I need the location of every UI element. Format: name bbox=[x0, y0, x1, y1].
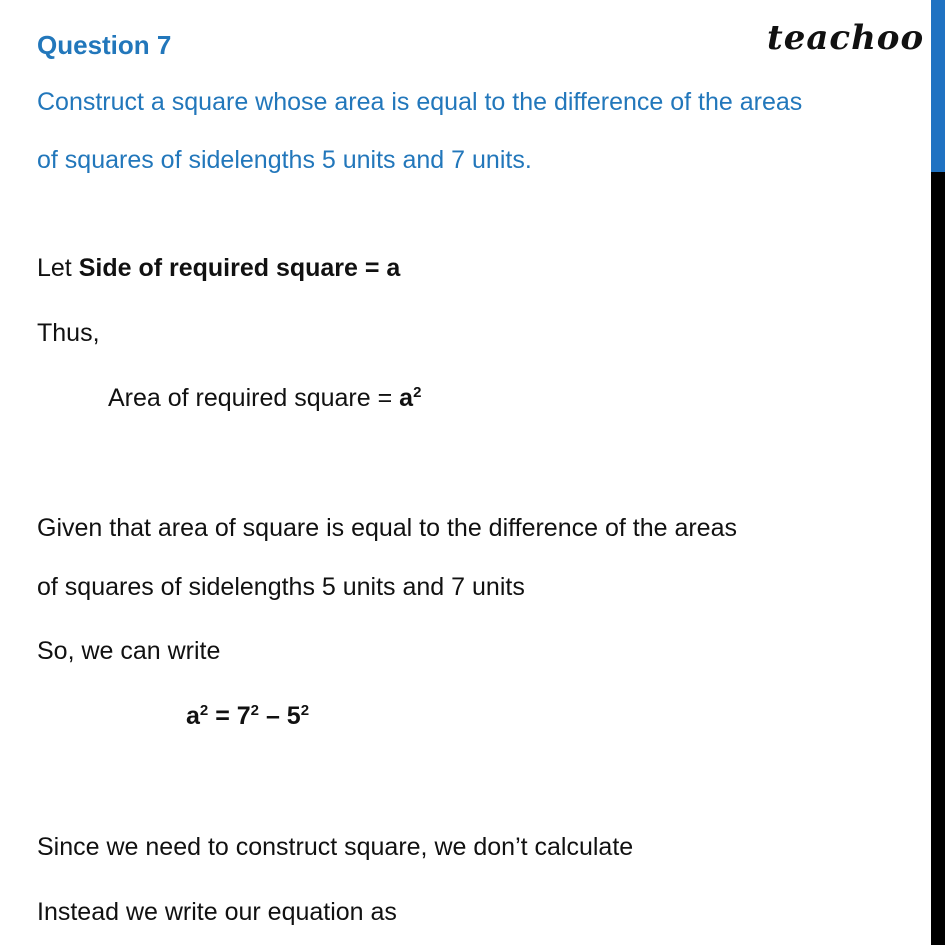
let-prefix: Let bbox=[37, 254, 79, 282]
eq-term1-exp: 2 bbox=[250, 702, 259, 719]
side-bar-accent bbox=[931, 0, 945, 172]
given-line-1: Given that area of square is equal to the difference of the areas bbox=[37, 514, 737, 542]
eq-term2-exp: 2 bbox=[300, 702, 310, 719]
equation bbox=[186, 702, 309, 731]
area-statement bbox=[108, 384, 421, 413]
eq-minus: – bbox=[259, 702, 287, 730]
eq-term1: 7 bbox=[236, 702, 251, 730]
teachoo-logo: teachoo bbox=[767, 18, 925, 58]
question-label: Question 7 bbox=[37, 30, 172, 60]
question-text-line-2: of squares of sidelengths 5 units and 7 units. bbox=[37, 146, 532, 174]
eq-sign: = bbox=[208, 702, 237, 730]
since-text: Since we need to construct square, we don’t calculate bbox=[37, 833, 634, 861]
let-bold: Side of required square = a bbox=[78, 254, 401, 282]
area-prefix: Area of required square = bbox=[108, 384, 400, 412]
given-line-2: of squares of sidelengths 5 units and 7 units bbox=[37, 573, 525, 601]
eq-lhs: a bbox=[186, 702, 200, 730]
eq-lhs-exp: 2 bbox=[199, 702, 209, 719]
instead-text: Instead we write our equation as bbox=[37, 898, 397, 926]
eq-term2: 5 bbox=[286, 702, 301, 730]
side-bar-dark bbox=[931, 172, 945, 945]
area-base: a bbox=[399, 384, 414, 412]
question-text-line-1: Construct a square whose area is equal to the difference of the areas bbox=[37, 88, 803, 116]
thus-text: Thus, bbox=[37, 319, 100, 347]
so-write-text: So, we can write bbox=[37, 637, 221, 665]
area-exp: 2 bbox=[413, 384, 422, 401]
let-statement bbox=[37, 254, 400, 283]
